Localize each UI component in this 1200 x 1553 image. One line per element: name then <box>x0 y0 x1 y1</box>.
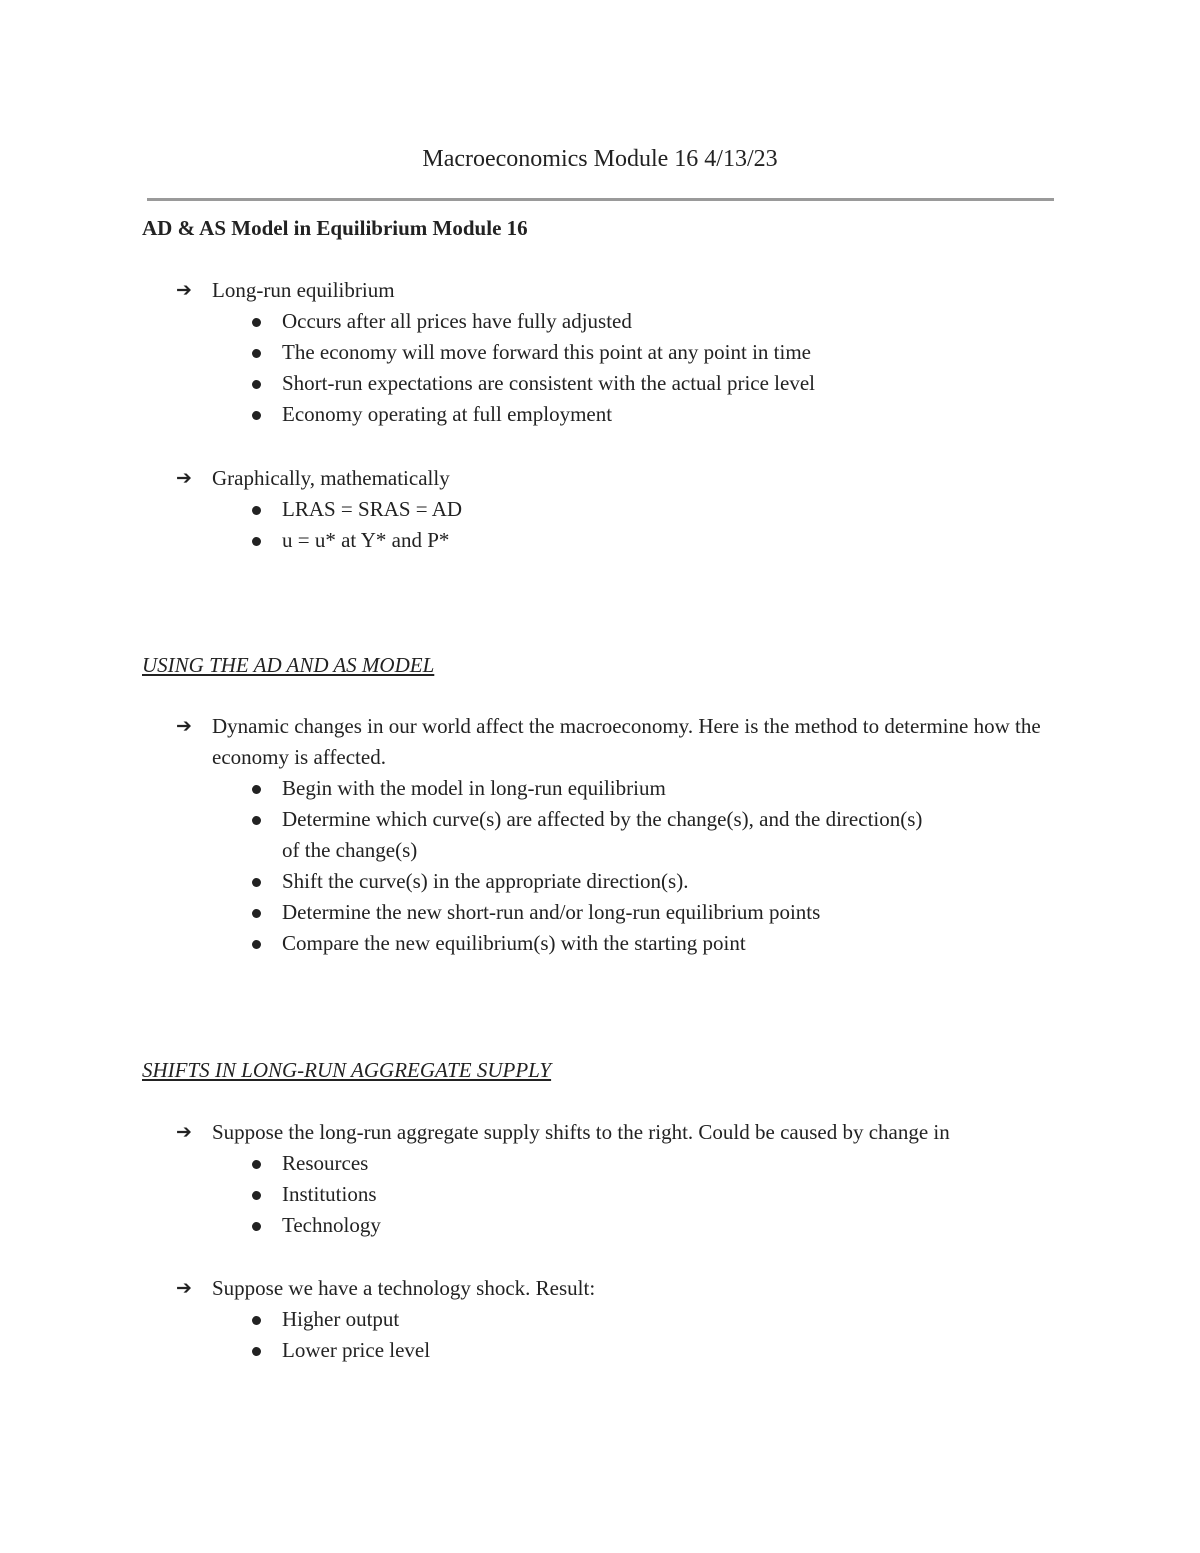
list-item-graphically <box>176 463 1056 494</box>
bullet-list-lras-shift <box>176 1148 1056 1241</box>
list-item-text: Institutions <box>282 1182 377 1206</box>
bullet-dot-icon <box>252 816 261 825</box>
list-item-text: Shift the curve(s) in the appropriate direction(s). <box>282 869 689 893</box>
list-item-text: Technology <box>282 1213 381 1237</box>
list-item <box>176 1304 1056 1335</box>
list-item <box>176 337 1056 368</box>
list-item-text: Lower price level <box>282 1338 431 1362</box>
list-item <box>176 306 1056 337</box>
list-item <box>176 494 1056 525</box>
list-item-label: Suppose the long-run aggregate supply shifts to the right. Could be caused by change in <box>212 1120 950 1144</box>
list-item-lras-shift <box>176 1117 1056 1148</box>
bullet-dot-icon <box>252 878 261 887</box>
list-item <box>176 1335 1056 1366</box>
list-item <box>176 525 1056 556</box>
bullet-list-tech-shock <box>176 1304 1056 1366</box>
bullet-dot-icon <box>252 1160 261 1169</box>
bullet-dot-icon <box>252 537 261 546</box>
list-item-long-run <box>176 275 1056 306</box>
list-item <box>176 773 1056 804</box>
bullet-list-graphically <box>176 494 1056 556</box>
list-item <box>176 928 1056 959</box>
list-item-text: LRAS = SRAS = AD <box>282 497 463 521</box>
list-item-text: Occurs after all prices have fully adjusted <box>282 309 632 333</box>
bullet-dot-icon <box>252 1316 261 1325</box>
list-item-label: Long-run equilibrium <box>212 278 395 302</box>
list-item-text: u = u* at Y* and P* <box>282 528 450 552</box>
list-item-text: Compare the new equilibrium(s) with the starting point <box>282 931 746 955</box>
list-item-tech-shock <box>176 1273 1056 1304</box>
bullet-dot-icon <box>252 940 261 949</box>
list-item-label: Suppose we have a technology shock. Result: <box>212 1276 596 1300</box>
list-item-label: Graphically, mathematically <box>212 466 450 490</box>
bullet-dot-icon <box>252 1191 261 1200</box>
list-item <box>176 866 1056 897</box>
list-item-text: Short-run expectations are consistent with the actual price level <box>282 371 815 395</box>
arrow-right-icon: ➔ <box>176 279 192 301</box>
section-heading-using-model: USING THE AD AND AS MODEL <box>142 653 435 677</box>
list-item <box>176 1179 1056 1210</box>
arrow-right-icon: ➔ <box>176 1121 192 1143</box>
list-item-text: Resources <box>282 1151 369 1175</box>
list-item <box>176 804 942 866</box>
bullet-dot-icon <box>252 1347 261 1356</box>
arrow-right-icon: ➔ <box>176 467 192 489</box>
section-heading-equilibrium: AD & AS Model in Equilibrium Module 16 <box>142 216 528 240</box>
list-item-text: Higher output <box>282 1307 400 1331</box>
title-divider <box>147 198 1054 201</box>
list-item <box>176 1148 1056 1179</box>
section-heading-lras-shifts: SHIFTS IN LONG-RUN AGGREGATE SUPPLY <box>142 1058 552 1082</box>
bullet-dot-icon <box>252 349 261 358</box>
bullet-dot-icon <box>252 506 261 515</box>
page-title: Macroeconomics Module 16 4/13/23 <box>422 146 778 172</box>
list-item-text: Determine which curve(s) are affected by the change(s), and the direction(s) of the change(s) <box>282 807 923 862</box>
bullet-dot-icon <box>252 1222 261 1231</box>
arrow-right-icon: ➔ <box>176 1277 192 1299</box>
list-item-text: Determine the new short-run and/or long-run equilibrium points <box>282 900 821 924</box>
list-item <box>176 897 1056 928</box>
arrow-right-icon: ➔ <box>176 715 192 737</box>
list-item-text: Begin with the model in long-run equilibrium <box>282 776 666 800</box>
list-item-method <box>176 711 1056 773</box>
bullet-dot-icon <box>252 909 261 918</box>
list-item <box>176 1210 1056 1241</box>
list-item-text: Economy operating at full employment <box>282 402 613 426</box>
bullet-list-long-run <box>176 306 1056 430</box>
bullet-list-method <box>176 773 1056 959</box>
list-item <box>176 368 1056 399</box>
bullet-dot-icon <box>252 785 261 794</box>
bullet-dot-icon <box>252 318 261 327</box>
bullet-dot-icon <box>252 411 261 420</box>
bullet-dot-icon <box>252 380 261 389</box>
list-item <box>176 399 1056 430</box>
list-item-text: The economy will move forward this point at any point in time <box>282 340 811 364</box>
list-item-label: Dynamic changes in our world affect the macroeconomy. Here is the method to determine how the economy is affected. <box>212 714 1041 769</box>
